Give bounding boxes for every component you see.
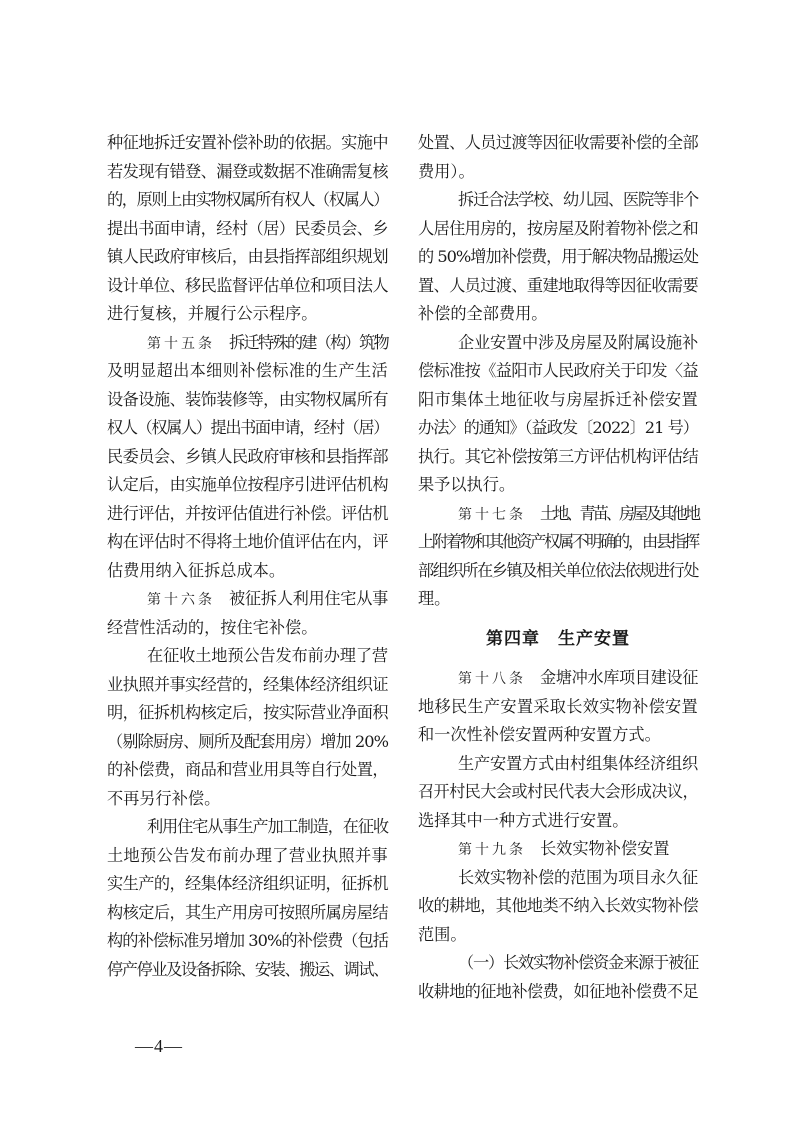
paragraph-line	[107, 927, 388, 956]
line-text: 提出书面申请，经村（居）民委员会、乡	[107, 218, 388, 238]
line-text: 业执照并事实经营的，经集体经济组织证	[107, 674, 388, 694]
article-label: 第十九条	[458, 842, 526, 858]
paragraph-line	[418, 807, 698, 836]
line-text: 执行。其它补偿按第三方评估机构评估结	[418, 446, 698, 466]
line-text: 实生产的，经集体经济组织证明，征拆机	[107, 874, 388, 893]
line-text: 费用）。	[418, 161, 475, 181]
line-text: 收的耕地，其他地类不纳入长效实物补偿	[418, 896, 698, 915]
line-text: 果予以执行。	[418, 475, 516, 494]
paragraph-line	[418, 386, 698, 415]
paragraph-line	[418, 414, 698, 443]
paragraph-first-line	[107, 585, 388, 614]
paragraph-line	[418, 721, 698, 750]
line-text: 选择其中一种方式进行安置。	[418, 810, 629, 830]
paragraph-first-line	[107, 129, 388, 158]
line-text: 拆迁特殊的建（构）筑物	[229, 332, 388, 352]
paragraph-line	[418, 300, 698, 329]
line-text: 明，征拆机构核定后，按实际营业净面积	[107, 703, 388, 722]
paragraph-line	[107, 158, 388, 187]
paragraph-first-line	[107, 813, 388, 842]
paragraph-line	[107, 272, 388, 301]
paragraph-line	[107, 243, 388, 272]
paragraph-line	[418, 921, 698, 950]
line-text: 收耕地的征地补偿费，如征地补偿费不足	[418, 981, 698, 1001]
line-text: 认定后，由实施单位按程序引进评估机构	[107, 475, 388, 494]
line-text: 被征拆人利用住宅从事	[229, 589, 388, 608]
paragraph-line	[107, 699, 388, 728]
line-text: 土地预公告发布前办理了营业执照并事	[107, 845, 388, 865]
paragraph-line	[107, 414, 388, 443]
line-text: 权人（权属人）提出书面申请，经村（居）	[107, 418, 388, 437]
article-label: 第十八条	[458, 671, 526, 687]
line-text: 范围。	[418, 924, 467, 944]
paragraph-first-line	[418, 835, 698, 864]
paragraph-line	[107, 215, 388, 244]
paragraph-line	[107, 300, 388, 329]
line-text: （剔除厨房、厕所及配套用房）增加 20%	[107, 731, 388, 751]
paragraph-line	[107, 186, 388, 215]
paragraph-line	[107, 899, 388, 928]
line-text: 设备设施、装饰装修等，由实物权属所有	[107, 389, 388, 409]
line-text: 进行评估，并按评估值进行补偿。评估机	[107, 503, 388, 523]
paragraph-line	[107, 471, 388, 500]
paragraph-line	[107, 956, 388, 985]
line-text: 构在评估时不得将土地价值评估在内，评	[107, 532, 388, 551]
paragraph-line	[418, 243, 698, 272]
page-number: —4—	[135, 1036, 183, 1056]
paragraph-line	[107, 785, 388, 814]
paragraph-first-line	[418, 664, 698, 693]
paragraph-first-line	[418, 500, 698, 529]
chapter-heading-part: 第四章	[486, 628, 540, 649]
paragraph-line	[418, 778, 698, 807]
paragraph-line	[107, 357, 388, 386]
paragraph-line	[107, 528, 388, 557]
paragraph-line	[107, 671, 388, 700]
paragraph-line	[418, 693, 698, 722]
paragraph-line	[107, 386, 388, 415]
paragraph-line	[107, 443, 388, 472]
line-text: 处置、人员过渡等因征收需要补偿的全部	[418, 133, 698, 152]
line-text: 利用住宅从事生产加工制造，在征收	[147, 817, 388, 836]
paragraph-line	[418, 528, 698, 557]
line-text: 民委员会、乡镇人民政府审核和县指挥部	[107, 446, 388, 466]
line-text: 构核定后，其生产用房可按照所属房屋结	[107, 902, 388, 922]
line-text: 估费用纳入征拆总成本。	[107, 560, 286, 580]
line-text: 不再另行补偿。	[107, 788, 221, 808]
line-text: 金塘冲水库项目建设征	[540, 668, 698, 687]
line-text: 理。	[418, 589, 451, 608]
paragraph-first-line	[418, 186, 698, 215]
line-text: 拆迁合法学校、幼儿园、医院等非个	[458, 190, 698, 209]
line-text: 若发现有错登、漏登或数据不准确需复核	[107, 161, 388, 181]
paragraph-line	[418, 978, 698, 1007]
line-text: 种征地拆迁安置补偿补助的依据。实施中	[107, 133, 388, 152]
line-text: 长效实物补偿的范围为项目永久征	[458, 867, 698, 887]
paragraph-first-line	[418, 129, 698, 158]
paragraph-line	[107, 842, 388, 871]
line-text: 土地、青苗、房屋及其他地	[540, 503, 698, 523]
paragraph-first-line	[418, 750, 698, 779]
line-text: 进行复核，并履行公示程序。	[107, 304, 318, 323]
paragraph-line	[107, 614, 388, 643]
paragraph-line	[418, 557, 698, 586]
paragraph-line	[107, 728, 388, 757]
line-text: 和一次性补偿安置两种安置方式。	[418, 725, 661, 744]
article-label: 第十五条	[147, 335, 215, 352]
line-text: （一）长效实物补偿资金来源于被征	[458, 953, 698, 972]
paragraph-line	[418, 585, 698, 614]
paragraph-first-line	[107, 642, 388, 671]
line-text: 置、人员过渡、重建地取得等因征收需要	[418, 275, 698, 295]
article-label: 第十七条	[458, 506, 526, 523]
line-text: 企业安置中涉及房屋及附属设施补	[458, 332, 698, 352]
line-text: 补偿的全部费用。	[418, 304, 548, 323]
paragraph-line	[418, 272, 698, 301]
line-text: 构的补偿标准另增加 30%的补偿费（包括	[107, 931, 388, 950]
paragraph-first-line	[418, 949, 698, 978]
paragraph-line	[107, 756, 388, 785]
line-text: 地移民生产安置采取长效实物补偿安置	[418, 696, 698, 716]
line-text: 偿标准按《益阳市人民政府关于印发〈益	[418, 361, 698, 380]
paragraph-line	[418, 215, 698, 244]
right-column	[418, 129, 698, 1006]
left-column	[107, 129, 388, 984]
paragraph-line	[418, 892, 698, 921]
line-text: 生产安置方式由村组集体经济组织	[458, 753, 698, 773]
line-text: 上附着物和其他资产权属不明确的，由县指挥	[418, 532, 698, 551]
paragraph-line	[107, 557, 388, 586]
paragraph-first-line	[418, 329, 698, 358]
paragraph-line	[418, 158, 698, 187]
paragraph-first-line	[107, 329, 388, 358]
line-text: 及明显超出本细则补偿标准的生产生活	[107, 361, 388, 380]
line-text: 的 50%增加补偿费，用于解决物品搬运处	[418, 247, 698, 266]
line-text: 镇人民政府审核后，由县指挥部组织规划	[107, 247, 388, 266]
paragraph-line	[418, 357, 698, 386]
chapter-heading	[418, 614, 698, 665]
paragraph-line	[418, 471, 698, 500]
line-text: 设计单位、移民监督评估单位和项目法人	[107, 275, 388, 295]
line-text: 部组织所在乡镇及相关单位依法依规进行处	[418, 560, 698, 580]
paragraph-line	[107, 870, 388, 899]
line-text: 在征收土地预公告发布前办理了营	[147, 646, 388, 665]
line-text: 人居住用房的，按房屋及附着物补偿之和	[418, 218, 698, 238]
line-text: 经营性活动的，按住宅补偿。	[107, 617, 318, 637]
line-text: 的补偿费，商品和营业用具等自行处置，	[107, 760, 388, 779]
line-text: 召开村民大会或村民代表大会形成决议，	[418, 782, 698, 801]
paragraph-line	[107, 500, 388, 529]
line-text: 阳市集体土地征收与房屋拆迁补偿安置	[418, 389, 698, 409]
line-text: 办法〉的通知》（益政发〔2022〕21 号）	[418, 418, 698, 437]
line-text: 长效实物补偿安置	[540, 839, 670, 858]
paragraph-line	[418, 443, 698, 472]
chapter-heading-part: 生产安置	[558, 628, 630, 649]
line-text: 的，原则上由实物权属所有权人（权属人）	[107, 190, 388, 209]
article-label: 第十六条	[147, 592, 215, 608]
line-text: 停产停业及设备拆除、安装、搬运、调试、	[107, 959, 388, 979]
paragraph-first-line	[418, 864, 698, 893]
